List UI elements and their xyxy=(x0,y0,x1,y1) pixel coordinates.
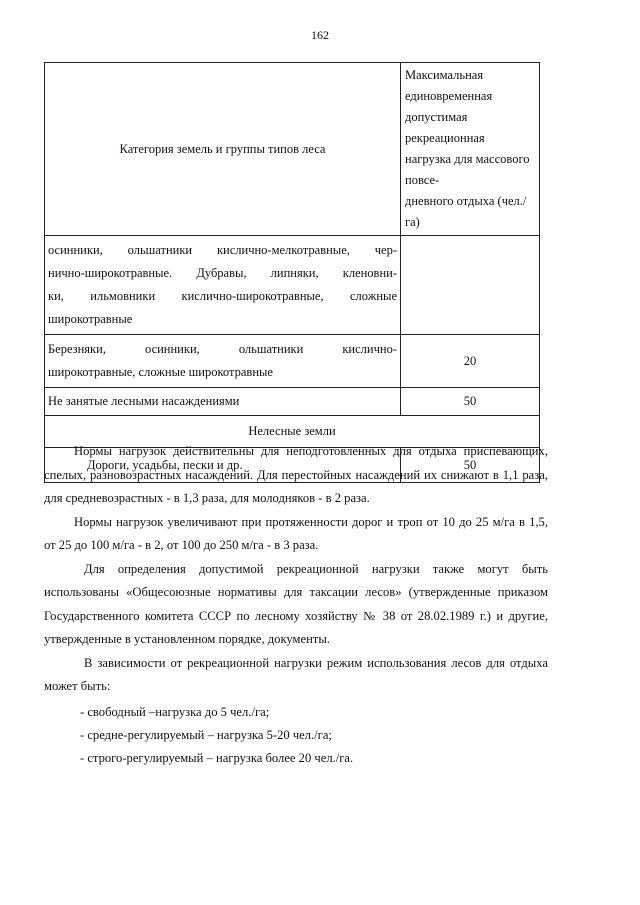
recreational-load-table xyxy=(44,62,540,483)
header-load-line: допустимая рекреационная xyxy=(405,110,485,145)
category-line: широкотравные, сложные широкотравные xyxy=(48,365,273,379)
category-line: Березняки, осинники, ольшатники кислично- xyxy=(48,342,397,356)
list-item: - строго-регулируемый – нагрузка более 20 чел./га. xyxy=(80,750,354,765)
header-load-line: дневного отдыха (чел./га) xyxy=(405,194,527,229)
header-load-line: нагрузка для массового повсе- xyxy=(405,152,530,187)
load-value-cell: 50 xyxy=(401,448,540,483)
section-title: Нелесные земли xyxy=(45,416,540,448)
category-cell xyxy=(45,335,401,388)
load-value-cell: 50 xyxy=(401,388,540,416)
header-category-cell: Категория земель и группы типов леса xyxy=(45,63,401,236)
body-text xyxy=(44,440,548,770)
header-load-line: Максимальная единовременная xyxy=(405,68,493,103)
table-row xyxy=(45,236,540,335)
table-row xyxy=(45,388,540,416)
list-item: - средне-регулируемый – нагрузка 5-20 чел./га; xyxy=(80,727,332,742)
paragraph: Нормы нагрузок увеличивают при протяженности дорог и троп от 10 до 25 м/га в 1,5, от 25 до 100 м/га - в 2, от 100 до 250 м/га - в 3 раза. xyxy=(44,514,548,552)
category-line: ки, ильмовники кислично-широкотравные, сложные xyxy=(48,289,397,303)
load-value-cell xyxy=(401,236,540,335)
category-line: нично-широкотравные. Дубравы, липняки, кленовни- xyxy=(48,266,397,280)
category-cell: Дороги, усадьбы, пески и др. xyxy=(45,448,401,483)
list-item: - свободный –нагрузка до 5 чел./га; xyxy=(80,704,270,719)
paragraph: Нормы нагрузок действительны для неподготовленных для отдыха приспевающих, спелых, разновозрастных насаждений. Для перестойных насаждений их снижают в 1,1 раза, для средневозрастных - в 1,3 раза, для молодняков - в 2 раза. xyxy=(44,444,548,505)
category-line: широкотравные xyxy=(48,312,133,326)
category-line: осинники, ольшатники кислично-мелкотравные, чер- xyxy=(48,243,397,257)
paragraph: В зависимости от рекреационной нагрузки режим использования лесов для отдыха может быть: xyxy=(44,655,548,693)
table-row xyxy=(45,335,540,388)
category-cell: Не занятые лесными насаждениями xyxy=(45,388,401,416)
page-number: 162 xyxy=(311,28,329,42)
header-load-cell xyxy=(401,63,540,236)
paragraph: Для определения допустимой рекреационной нагрузки также могут быть использованы «Общесоюзные нормативы для таксации лесов» (утвержденные приказом Государственного комитета СССР по лесному хозяйству № 38 от 28.02.1989 г.) и другие, утвержденные в установленном порядке, документы. xyxy=(44,561,548,646)
load-value-cell: 20 xyxy=(401,335,540,388)
table-header-row xyxy=(45,63,540,236)
category-cell xyxy=(45,236,401,335)
